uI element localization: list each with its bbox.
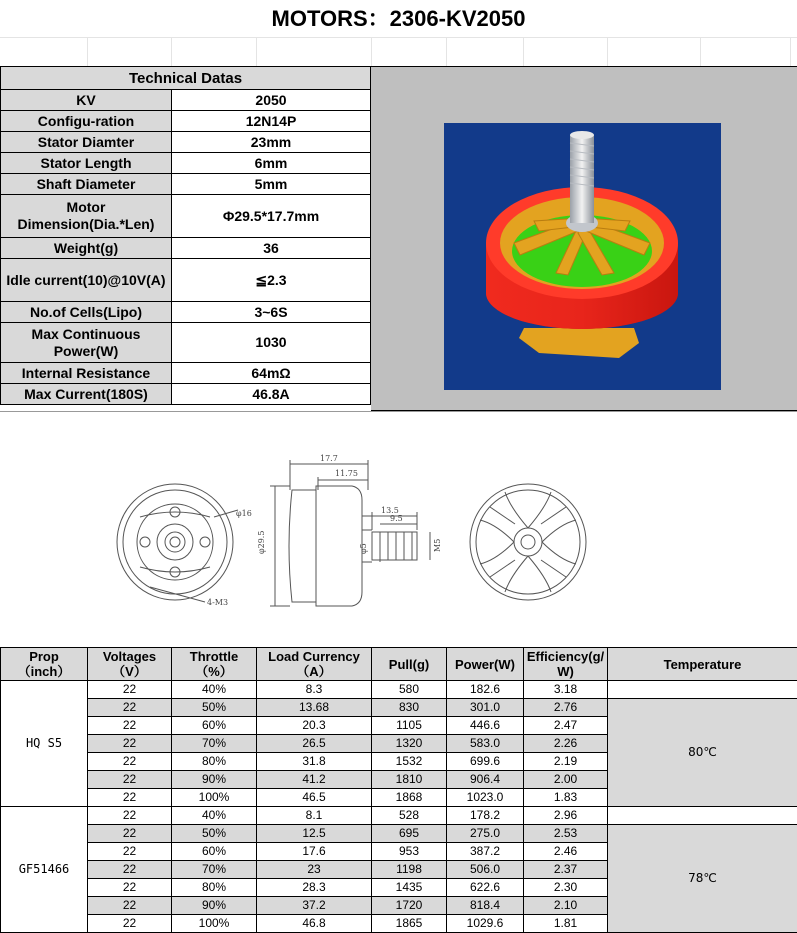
dim-diameter: φ29.5 — [257, 531, 266, 554]
spec-row — [1, 90, 371, 111]
temperature-blank — [608, 681, 797, 699]
column-header: Voltages （V） — [88, 648, 172, 681]
motor-photo — [444, 123, 721, 390]
table-cell: 20.3 — [257, 717, 372, 735]
table-cell: 1029.6 — [447, 915, 524, 933]
table-cell: 301.0 — [447, 699, 524, 717]
table-cell: 90% — [172, 771, 257, 789]
spec-label: Internal Resistance — [1, 363, 172, 384]
spec-label: No.of Cells(Lipo) — [1, 302, 172, 323]
spec-label: Stator Diamter — [1, 132, 172, 153]
table-cell: 46.8 — [257, 915, 372, 933]
table-cell: 528 — [372, 807, 447, 825]
table-cell: 46.5 — [257, 789, 372, 807]
table-cell: 22 — [88, 717, 172, 735]
spec-value: 5mm — [172, 174, 371, 195]
technical-data-table — [0, 66, 371, 405]
table-cell: 100% — [172, 915, 257, 933]
table-cell: 1198 — [372, 861, 447, 879]
table-cell: 182.6 — [447, 681, 524, 699]
table-cell: 2.10 — [524, 897, 608, 915]
table-cell: 699.6 — [447, 753, 524, 771]
spec-value: 36 — [172, 238, 371, 259]
spec-value: 1030 — [172, 323, 371, 363]
table-row — [1, 825, 797, 843]
spec-row — [1, 384, 371, 405]
spec-label: Weight(g) — [1, 238, 172, 259]
table-cell: 2.19 — [524, 753, 608, 771]
spec-value: 2050 — [172, 90, 371, 111]
table-cell: 100% — [172, 789, 257, 807]
spec-header: Technical Datas — [1, 67, 371, 90]
table-cell: 22 — [88, 735, 172, 753]
table-cell: 22 — [88, 879, 172, 897]
table-cell: 31.8 — [257, 753, 372, 771]
column-header: Prop （inch） — [1, 648, 88, 681]
table-cell: 2.46 — [524, 843, 608, 861]
spec-row — [1, 363, 371, 384]
table-cell: 2.53 — [524, 825, 608, 843]
table-cell: 22 — [88, 897, 172, 915]
spec-row — [1, 132, 371, 153]
technical-drawing-panel — [0, 411, 797, 647]
prop-name: HQ S5 — [1, 681, 88, 807]
table-cell: 28.3 — [257, 879, 372, 897]
spec-value: ≦2.3 — [172, 259, 371, 302]
table-cell: 70% — [172, 735, 257, 753]
spec-row — [1, 111, 371, 132]
table-cell: 37.2 — [257, 897, 372, 915]
table-cell: 506.0 — [447, 861, 524, 879]
table-cell: 906.4 — [447, 771, 524, 789]
column-header: Efficiency(g/ W) — [524, 648, 608, 681]
column-header: Load Currency （A） — [257, 648, 372, 681]
spec-row — [1, 238, 371, 259]
table-cell: 40% — [172, 681, 257, 699]
spec-label: Motor Dimension(Dia.*Len) — [1, 195, 172, 238]
table-cell: 1435 — [372, 879, 447, 897]
table-cell: 17.6 — [257, 843, 372, 861]
table-cell: 1720 — [372, 897, 447, 915]
motor-bottom-view — [117, 484, 238, 602]
table-cell: 2.37 — [524, 861, 608, 879]
column-header: Throttle （%） — [172, 648, 257, 681]
spec-value: 23mm — [172, 132, 371, 153]
table-cell: 22 — [88, 699, 172, 717]
table-cell: 23 — [257, 861, 372, 879]
column-header: Temperature — [608, 648, 797, 681]
table-cell: 8.1 — [257, 807, 372, 825]
dim-holes: 4-M3 — [207, 598, 228, 607]
temperature-blank — [608, 807, 797, 825]
dim-shaft-thread: 9.5 — [390, 514, 403, 523]
table-cell: 22 — [88, 807, 172, 825]
motor-top-view — [470, 484, 586, 600]
table-cell: 1810 — [372, 771, 447, 789]
spec-label: KV — [1, 90, 172, 111]
table-cell: 622.6 — [447, 879, 524, 897]
spec-label: Shaft Diameter — [1, 174, 172, 195]
spec-row — [1, 302, 371, 323]
table-cell: 22 — [88, 825, 172, 843]
table-cell: 1.81 — [524, 915, 608, 933]
table-cell: 22 — [88, 861, 172, 879]
table-cell: 2.00 — [524, 771, 608, 789]
table-cell: 40% — [172, 807, 257, 825]
table-cell: 1105 — [372, 717, 447, 735]
spec-row — [1, 153, 371, 174]
dim-body-length: 11.75 — [335, 469, 358, 478]
table-cell: 695 — [372, 825, 447, 843]
table-cell: 22 — [88, 843, 172, 861]
table-cell: 1532 — [372, 753, 447, 771]
table-cell: 8.3 — [257, 681, 372, 699]
temperature-value: 80℃ — [608, 699, 797, 807]
spec-label: Idle current(10)@10V(A) — [1, 259, 172, 302]
spec-value: 6mm — [172, 153, 371, 174]
table-cell: 1320 — [372, 735, 447, 753]
product-photo-panel — [371, 66, 797, 411]
table-cell: 2.76 — [524, 699, 608, 717]
table-cell: 580 — [372, 681, 447, 699]
table-cell: 80% — [172, 753, 257, 771]
dim-shaft-length: 13.5 — [381, 506, 399, 515]
page-title: MOTORS：2306-KV2050 — [0, 0, 797, 37]
table-cell: 50% — [172, 825, 257, 843]
table-cell: 2.96 — [524, 807, 608, 825]
table-cell: 387.2 — [447, 843, 524, 861]
table-cell: 2.30 — [524, 879, 608, 897]
table-cell: 60% — [172, 843, 257, 861]
technical-drawing — [0, 412, 797, 648]
spacer-row — [0, 37, 797, 67]
spec-value: 64mΩ — [172, 363, 371, 384]
table-cell: 2.47 — [524, 717, 608, 735]
spec-label: Configu-ration — [1, 111, 172, 132]
table-cell: 26.5 — [257, 735, 372, 753]
performance-table — [0, 647, 797, 933]
spec-label: Max Current(180S) — [1, 384, 172, 405]
table-cell: 3.18 — [524, 681, 608, 699]
table-cell: 22 — [88, 753, 172, 771]
table-cell: 2.26 — [524, 735, 608, 753]
table-cell: 1023.0 — [447, 789, 524, 807]
dim-thread: M5 — [433, 539, 442, 552]
table-cell: 90% — [172, 897, 257, 915]
spec-value: Φ29.5*17.7mm — [172, 195, 371, 238]
spec-label: Max Continuous Power(W) — [1, 323, 172, 363]
column-header: Pull(g) — [372, 648, 447, 681]
table-cell: 50% — [172, 699, 257, 717]
table-cell: 830 — [372, 699, 447, 717]
table-cell: 583.0 — [447, 735, 524, 753]
spec-value: 46.8A — [172, 384, 371, 405]
table-row — [1, 699, 797, 717]
table-cell: 60% — [172, 717, 257, 735]
table-cell: 22 — [88, 915, 172, 933]
dim-total-length: 17.7 — [320, 454, 338, 463]
spec-row — [1, 174, 371, 195]
table-cell: 22 — [88, 681, 172, 699]
spec-value: 3~6S — [172, 302, 371, 323]
table-cell: 275.0 — [447, 825, 524, 843]
table-cell: 953 — [372, 843, 447, 861]
spec-row — [1, 195, 371, 238]
table-cell: 818.4 — [447, 897, 524, 915]
table-cell: 1865 — [372, 915, 447, 933]
table-cell: 12.5 — [257, 825, 372, 843]
dim-shaft-dia: φ5 — [359, 543, 368, 554]
motor-render — [444, 123, 721, 390]
table-cell: 1.83 — [524, 789, 608, 807]
table-cell: 70% — [172, 861, 257, 879]
table-row — [1, 807, 797, 825]
spec-row — [1, 259, 371, 302]
table-cell: 1868 — [372, 789, 447, 807]
column-header: Power(W) — [447, 648, 524, 681]
temperature-value: 78℃ — [608, 825, 797, 933]
spec-value: 12N14P — [172, 111, 371, 132]
prop-name: GF51466 — [1, 807, 88, 933]
motor-side-view — [270, 460, 430, 606]
table-cell: 80% — [172, 879, 257, 897]
table-cell: 13.68 — [257, 699, 372, 717]
table-row — [1, 681, 797, 699]
spec-label: Stator Length — [1, 153, 172, 174]
dim-hole-circle: φ16 — [236, 509, 252, 518]
spec-row — [1, 323, 371, 363]
table-cell: 22 — [88, 789, 172, 807]
table-cell: 446.6 — [447, 717, 524, 735]
table-cell: 41.2 — [257, 771, 372, 789]
table-cell: 178.2 — [447, 807, 524, 825]
table-cell: 22 — [88, 771, 172, 789]
